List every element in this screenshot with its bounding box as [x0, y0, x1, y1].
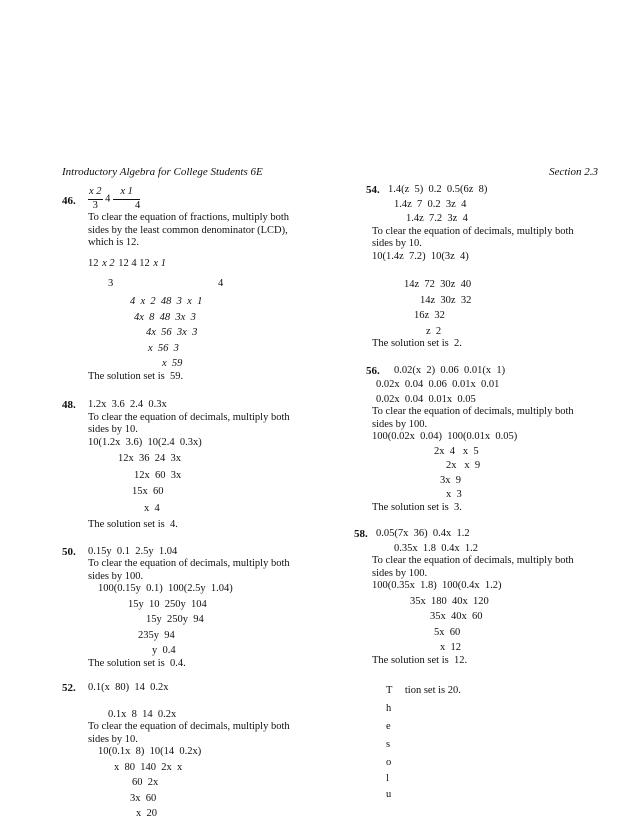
solution-line: The solution set is 4.	[88, 519, 178, 530]
step-line: x 3	[446, 489, 462, 500]
step-line: 15x 60	[132, 486, 164, 497]
problem-48	[62, 399, 322, 532]
equation-line: 0.15y 0.1 2.5y 1.04	[88, 545, 178, 557]
step-line: 15y 10 250y 104	[128, 598, 207, 610]
step-line: 3x 60	[130, 792, 157, 804]
step-line: 16z 32	[414, 310, 445, 321]
step-multiply-lcd	[88, 258, 322, 271]
text-line: To clear the equation of decimals, multiply both	[372, 406, 574, 417]
problem-number: 48.	[62, 399, 76, 411]
numerator: x 2	[88, 186, 103, 200]
problem-54	[354, 184, 604, 351]
numerator: x 2	[102, 257, 115, 269]
problem-number: 54.	[366, 184, 380, 196]
text-line: sides by 10.	[88, 733, 138, 745]
step-line: 10(1.4z 7.2) 10(3z 4)	[372, 250, 469, 262]
solution-line: The solution set is 59.	[88, 370, 184, 382]
step-line: x 80 140 2x x	[114, 761, 183, 773]
denominator: 3	[92, 199, 98, 211]
text-line: To clear the equation of decimals, multiply both	[88, 411, 290, 423]
problem-58	[354, 528, 604, 667]
fraction	[113, 186, 140, 212]
step-line: 5x 60	[434, 626, 461, 638]
fragment-letter: u	[386, 789, 392, 800]
step-line: 35x 40x 60	[430, 611, 483, 622]
fragment-letter: l	[386, 773, 389, 784]
step-line: x 56 3	[148, 342, 179, 354]
step-line: 1.4z 7 0.2 3z 4	[394, 198, 467, 210]
text-line: sides by 100.	[372, 567, 428, 579]
step-line: 0.1x 8 14 0.2x	[108, 708, 177, 720]
text-line: To clear the equation of decimals, multiply both	[88, 558, 290, 569]
step-line: 100(0.15y 0.1) 100(2.5y 1.04)	[98, 583, 233, 594]
step-line: x 59	[162, 358, 183, 369]
text-line: To clear the equation of decimals, multiply both	[372, 225, 574, 237]
fragment-letter: s	[386, 739, 391, 750]
text-line: sides by 10.	[372, 238, 422, 249]
solution-line: The solution set is 0.4.	[88, 657, 186, 669]
step-line: 0.02x 0.04 0.01x 0.05	[376, 393, 476, 405]
equation-46	[88, 186, 322, 212]
step-line: 14z 30z 32	[420, 294, 472, 306]
final-solution-fragment	[354, 685, 604, 800]
step-line: 100(0.02x 0.04) 100(0.01x 0.05)	[372, 431, 518, 442]
step-line: 235y 94	[138, 629, 175, 641]
problem-number: 56.	[366, 364, 380, 377]
step-line: 12x 60 3x	[134, 469, 182, 481]
text-line: To clear the equation of fractions, multiply both	[88, 212, 290, 223]
step-line: z 2	[426, 325, 442, 337]
problem-46	[62, 186, 322, 383]
text-line: sides by 100.	[88, 570, 144, 582]
fragment-letter: T	[386, 685, 393, 696]
header-book-title: Introductory Algebra for College Students 6E	[62, 166, 263, 178]
term: 12	[88, 257, 99, 269]
step-line: x 12	[440, 642, 461, 653]
denominator: 4	[135, 199, 141, 211]
right-column	[354, 184, 604, 800]
text-line: sides by 100.	[372, 418, 428, 430]
solution-line: The solution set is 2.	[372, 338, 462, 349]
problem-number: 52.	[62, 682, 76, 694]
fragment-text: tion set is 20.	[404, 685, 461, 696]
step-line: 1.4z 7.2 3z 4	[406, 213, 468, 224]
equation-line: 1.2x 3.6 2.4 0.3x	[88, 399, 167, 410]
step-line: 3x 9	[440, 474, 461, 486]
text-line: sides by the least common denominator (LCD),	[88, 224, 288, 236]
step-denominators	[88, 270, 322, 288]
step-line: 0.02x 0.04 0.06 0.01x 0.01	[376, 379, 500, 390]
step-line: 60 2x	[132, 777, 159, 788]
problem-50	[62, 546, 322, 671]
step-line: 10(1.2x 3.6) 10(2.4 0.3x)	[88, 436, 202, 448]
problem-number: 58.	[354, 528, 368, 540]
step-line: 0.35x 1.8 0.4x 1.2	[394, 542, 478, 554]
term: 12 4 12	[118, 257, 150, 269]
fragment-letter: h	[386, 703, 392, 714]
problem-number: 46.	[62, 195, 76, 207]
solution-line: The solution set is 3.	[372, 501, 462, 513]
step-line: 4x 8 48 3x 3	[134, 311, 196, 323]
problem-56	[354, 365, 604, 515]
numerator: x 1	[113, 186, 140, 200]
fragment-letter: e	[386, 721, 391, 732]
step-line: 14z 72 30z 40	[404, 279, 472, 290]
denominator: 4	[218, 278, 224, 289]
equation-line: 0.02(x 2) 0.06 0.01(x 1)	[394, 364, 506, 376]
term: 4	[105, 193, 111, 205]
step-line: x 20	[136, 808, 157, 819]
text-line: To clear the equation of decimals, multiply both	[372, 555, 574, 566]
numerator: x 1	[153, 257, 166, 269]
step-line: 2x x 9	[446, 460, 481, 471]
equation-line: 0.1(x 80) 14 0.2x	[88, 682, 169, 693]
step-line: 35x 180 40x 120	[410, 595, 489, 607]
fraction	[152, 258, 167, 271]
left-column	[62, 186, 322, 821]
problem-number: 50.	[62, 545, 76, 558]
step-line: 2x 4 x 5	[434, 445, 479, 457]
text-line: which is 12.	[88, 237, 140, 248]
fragment-letter: o	[386, 757, 392, 768]
text-line: To clear the equation of decimals, multiply both	[88, 721, 290, 732]
text-line: sides by 10.	[88, 424, 138, 435]
step-line: 4x 56 3x 3	[146, 327, 198, 338]
equation-line: 1.4(z 5) 0.2 0.5(6z 8)	[388, 184, 488, 195]
step-line: 15y 250y 94	[146, 614, 204, 625]
step-line: 12x 36 24 3x	[118, 453, 181, 464]
header-section: Section 2.3	[549, 166, 598, 178]
denominator: 3	[108, 278, 114, 289]
fraction	[101, 258, 116, 271]
step-line: 4 x 2 48 3 x 1	[130, 296, 203, 307]
step-line: 10(0.1x 8) 10(14 0.2x)	[98, 746, 202, 757]
step-line: y 0.4	[152, 645, 176, 656]
solution-line: The solution set is 12.	[372, 654, 468, 666]
fraction	[88, 186, 103, 212]
problem-52	[62, 682, 322, 821]
step-line: x 4	[144, 502, 160, 514]
equation-line: 0.05(7x 36) 0.4x 1.2	[376, 528, 470, 539]
step-line: 100(0.35x 1.8) 100(0.4x 1.2)	[372, 580, 502, 591]
